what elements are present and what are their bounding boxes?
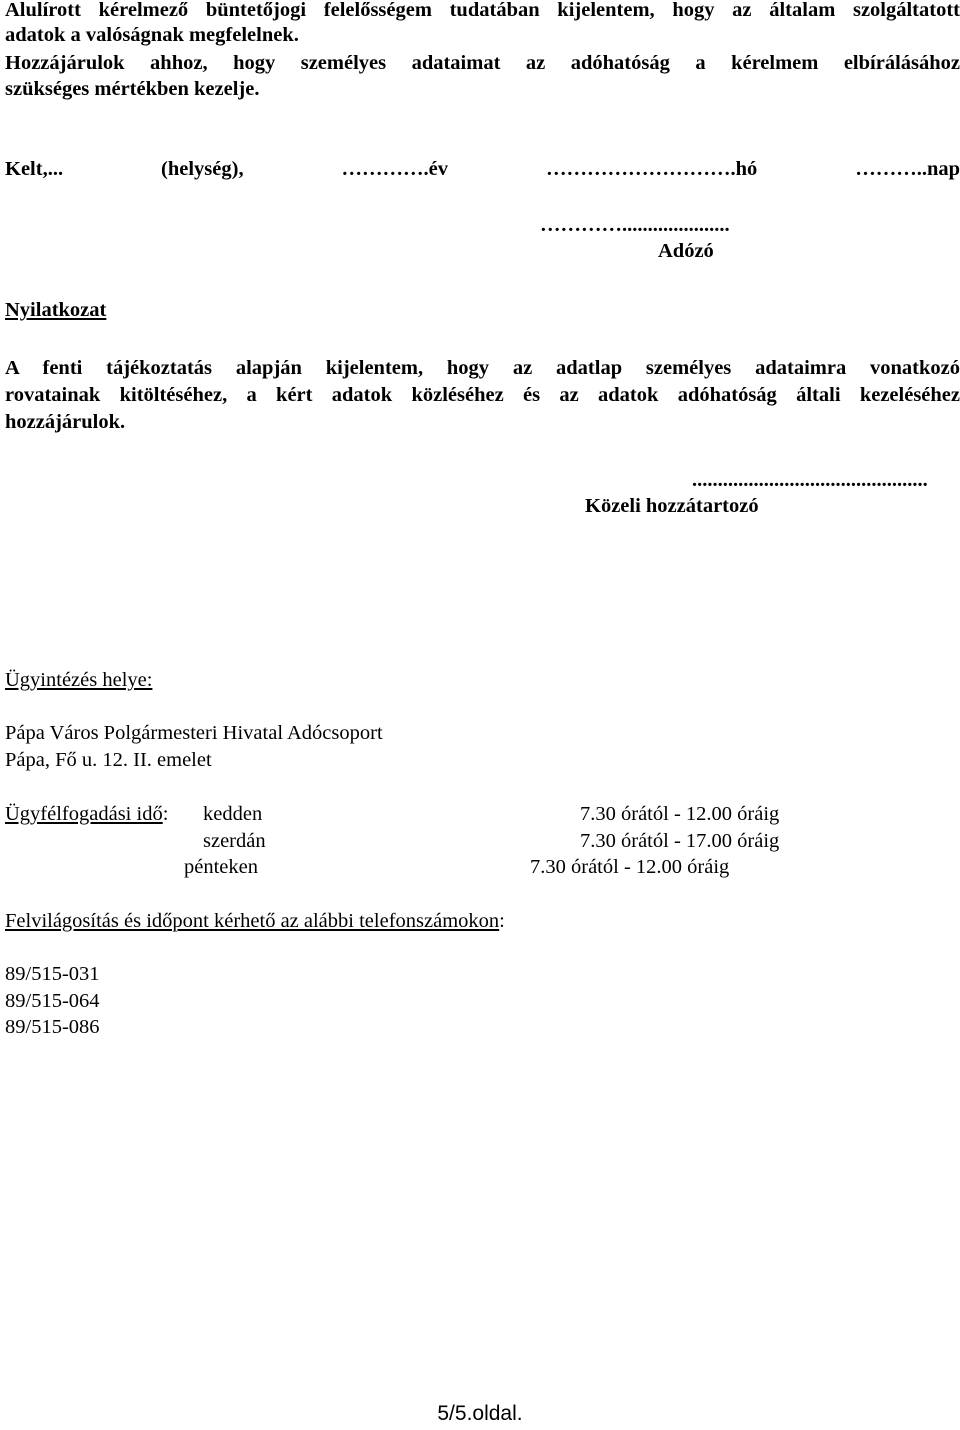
hours-day-1: kedden (203, 803, 263, 825)
declaration-line-1: Alulírott kérelmező büntetőjogi felelősségem tudatában kijelentem, hogy az általam szolgáltatott (5, 0, 960, 21)
hours-time-2: 7.30 órától - 17.00 óráig (580, 830, 780, 852)
hours-time-3: 7.30 órától - 12.00 óráig (530, 856, 730, 878)
office-heading: Ügyintézés helye: (5, 669, 153, 691)
statement-line-1: A fenti tájékoztatás alapján kijelentem, hogy az adatlap személyes adataimra vonatkozó (5, 357, 960, 379)
taxpayer-signature-dots: …………..................... (540, 214, 730, 236)
statement-line-2: rovatainak kitöltéséhez, a kért adatok közléséhez és az adatok adóhatóság általi kezeléséhez (5, 384, 960, 406)
statement-line-3: hozzájárulok. (5, 411, 126, 433)
relative-signature-label: Közeli hozzátartozó (585, 495, 759, 517)
office-name: Pápa Város Polgármesteri Hivatal Adócsoport (5, 722, 383, 744)
office-address: Pápa, Fő u. 12. II. emelet (5, 749, 212, 771)
phone-number-3: 89/515-086 (5, 1016, 100, 1038)
relative-signature-dots: .............................................. (692, 469, 928, 491)
declaration-line-4: szükséges mértékben kezelje. (5, 78, 260, 100)
date-line: Kelt,... (helység), ………….év ……………………….hó ………..nap (5, 158, 960, 180)
phone-number-1: 89/515-031 (5, 963, 100, 985)
taxpayer-signature-label: Adózó (658, 240, 714, 262)
hours-day-3: pénteken (184, 856, 258, 878)
phone-number-2: 89/515-064 (5, 990, 100, 1012)
hours-time-1: 7.30 órától - 12.00 óráig (580, 803, 780, 825)
declaration-line-2: adatok a valóságnak megfelelnek. (5, 24, 299, 46)
statement-title: Nyilatkozat (5, 299, 107, 321)
hours-heading: Ügyfélfogadási idő: (5, 803, 169, 825)
declaration-line-3: Hozzájárulok ahhoz, hogy személyes adataimat az adóhatóság a kérelmem elbírálásához (5, 52, 960, 74)
page-number: 5/5.oldal. (437, 1402, 523, 1425)
phones-heading: Felvilágosítás és időpont kérhető az alábbi telefonszámokon: (5, 910, 505, 932)
hours-day-2: szerdán (203, 830, 266, 852)
